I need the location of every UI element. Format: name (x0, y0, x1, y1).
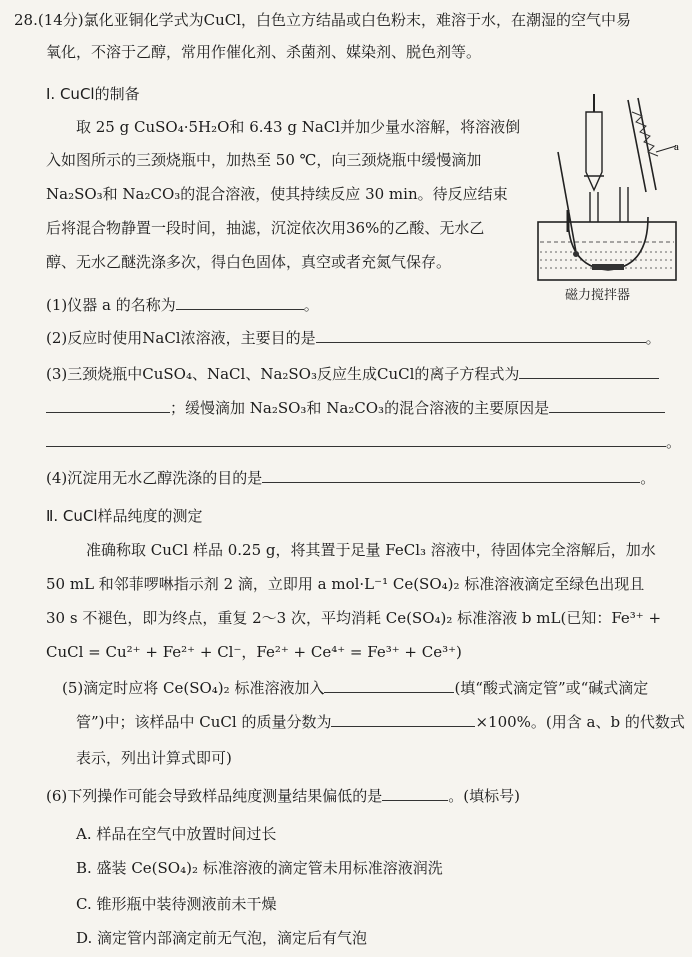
part1-paragraph-line1: 取 25 g CuSO₄·5H₂O和 6.43 g NaCl并加少量水溶解，将溶液倒 (76, 118, 521, 136)
answer-blank-6[interactable] (382, 786, 448, 801)
answer-blank-3d[interactable] (46, 432, 666, 447)
answer-blank-2[interactable] (316, 328, 646, 343)
question-4: (4)沉淀用无水乙醇洗涤的目的是 。 (46, 469, 656, 487)
option-d: D. 滴定管内部滴定前无气泡，滴定后有气泡 (76, 929, 368, 947)
question-intro-line1: 28.(14分)氯化亚铜化学式为CuCl，白色立方结晶或白色粉末，难溶于水，在潮湿的空气中易 (14, 11, 632, 29)
part2-heading: Ⅱ. CuCl样品纯度的测定 (46, 507, 203, 525)
question-intro-line2: 氧化，不溶于乙醇，常用作催化剂、杀菌剂、媒染剂、脱色剂等。 (46, 43, 482, 61)
part1-paragraph-line2: 入如图所示的三颈烧瓶中，加热至 50 ℃，向三颈烧瓶中缓慢滴加 (46, 151, 482, 169)
answer-blank-5a[interactable] (324, 678, 454, 693)
option-c: C. 锥形瓶中装待测液前未干燥 (76, 895, 277, 913)
part2-paragraph-line1: 准确称取 CuCl 样品 0.25 g，将其置于足量 FeCl₃ 溶液中，待固体完全溶解后，加水 (86, 541, 656, 559)
question-6: (6)下列操作可能会导致样品纯度测量结果偏低的是 。(填标号) (46, 787, 520, 805)
part2-paragraph-line3: 30 s 不褪色，即为终点，重复 2～3 次，平均消耗 Ce(SO₄)₂ 标准溶液 b mL(已知：Fe³⁺ + (46, 609, 662, 627)
answer-blank-5b[interactable] (331, 712, 475, 727)
part1-paragraph-line5: 醇、无水乙醚洗涤多次，得白色固体，真空或者充氮气保存。 (46, 253, 452, 271)
three-neck-flask-apparatus-figure (528, 92, 686, 302)
figure-label-a: a (674, 141, 679, 153)
answer-blank-4[interactable] (262, 468, 640, 483)
figure-caption: 磁力搅拌器 (565, 288, 631, 303)
question-3-continued-line: 。 (46, 432, 681, 452)
question-2: (2)反应时使用NaCl浓溶液，主要目的是 。 (46, 329, 661, 347)
option-b: B. 盛装 Ce(SO₄)₂ 标准溶液的滴定管未用标准溶液润洗 (76, 859, 443, 877)
question-5: (5)滴定时应将 Ce(SO₄)₂ 标准溶液加入 (填“酸式滴定管”或“碱式滴定 (62, 679, 649, 697)
part2-paragraph-line4: CuCl = Cu²⁺ + Fe²⁺ + Cl⁻，Fe²⁺ + Ce⁴⁺ = Fe³⁺ + Ce³⁺) (46, 643, 462, 661)
part1-heading: Ⅰ. CuCl的制备 (46, 85, 140, 103)
answer-blank-3b[interactable] (46, 398, 170, 413)
question-5-note: 表示，列出计算式即可) (76, 749, 232, 767)
answer-blank-1[interactable] (176, 295, 304, 310)
question-1: (1)仪器 a 的名称为 。 (46, 296, 319, 314)
part1-paragraph-line4: 后将混合物静置一段时间，抽滤，沉淀依次用36%的乙酸、无水乙 (46, 219, 485, 237)
answer-blank-3c[interactable] (549, 398, 665, 413)
part2-paragraph-line2: 50 mL 和邻菲啰啉指示剂 2 滴，立即用 a mol·L⁻¹ Ce(SO₄)₂ 标准溶液滴定至绿色出现且 (46, 575, 645, 593)
question-3-continued: ；缓慢滴加 Na₂SO₃和 Na₂CO₃的混合溶液的主要原因是 (46, 398, 665, 418)
question-5-continued: 管”)中；该样品中 CuCl 的质量分数为 ×100%。(用含 a、b 的代数式 (76, 713, 685, 731)
part1-paragraph-line3: Na₂SO₃和 Na₂CO₃的混合溶液，使其持续反应 30 min。待反应结束 (46, 185, 508, 203)
answer-blank-3a[interactable] (519, 364, 659, 379)
question-3: (3)三颈烧瓶中CuSO₄、NaCl、Na₂SO₃反应生成CuCl的离子方程式为 (46, 364, 659, 384)
option-a: A. 样品在空气中放置时间过长 (76, 825, 277, 843)
